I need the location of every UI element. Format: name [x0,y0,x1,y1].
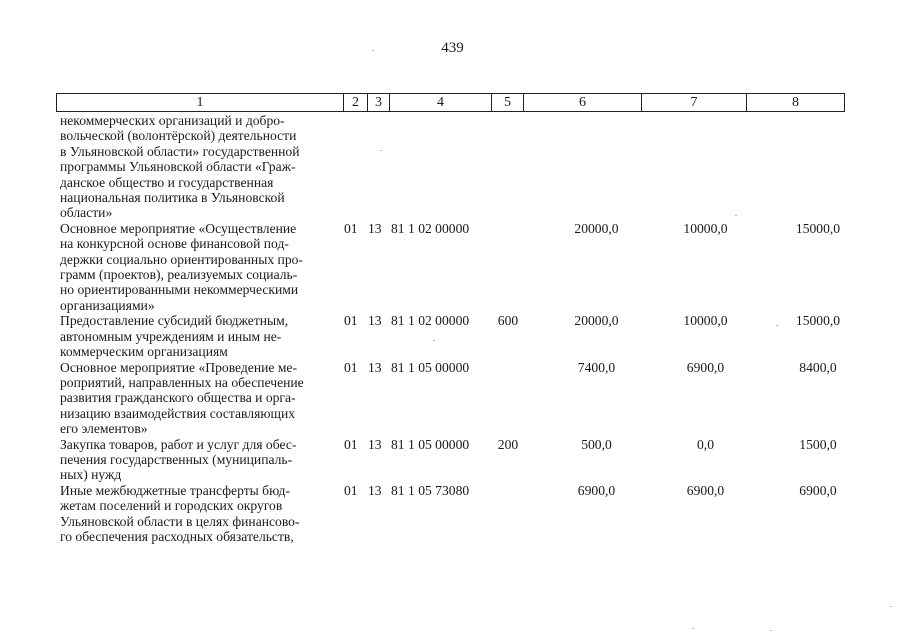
expense-type-code [490,483,526,545]
description-line: роприятий, направленных на обеспечение [60,374,304,390]
expense-type-code: 600 [497,313,519,329]
amount-year-1 [526,113,647,221]
section-code: 01 [344,436,358,452]
description-line: низацию взаимодействия составляющих [60,405,296,421]
subsection-code: 13 [368,436,382,452]
description-line: организациями» [60,297,155,313]
row-description [60,221,333,313]
target-article-code: 81 1 05 00000 [391,359,470,375]
budget-table-body [60,113,850,544]
table-row [60,313,850,359]
table-row [60,360,850,437]
table-row [60,483,850,545]
description-line: в Ульяновской области» государственной [60,143,300,159]
amount-year-2: 6900,0 [686,359,725,375]
column-header-1: 1 [196,95,204,110]
column-header-2: 2 [343,94,367,111]
description-line: печения государственных (муниципаль- [60,451,293,467]
expense-type-code [490,360,526,437]
amount-year-3: 8400,0 [799,359,837,375]
description-line: Предоставление субсидий бюджетным, [60,313,289,329]
expense-type-code: 200 [497,436,519,452]
description-line: грамм (проектов), реализуемых социаль- [60,267,298,283]
description-line: Основное мероприятие «Осуществление [60,220,297,236]
row-description [60,437,333,483]
target-article-code: 81 1 02 00000 [391,220,470,236]
description-line: ных) нужд [60,467,122,483]
row-description [60,360,333,437]
description-line: развития гражданского общества и орга- [60,390,296,406]
table-row [60,113,850,221]
subsection-code: 13 [368,482,382,498]
section-code [333,113,368,221]
description-line: автономным учреждениям и иным не- [60,328,282,344]
amount-year-1: 7400,0 [577,359,616,375]
section-code: 01 [344,220,358,236]
description-line: Иные межбюджетные трансферты бюд- [60,482,290,498]
description-line: области» [60,205,113,221]
column-header-5: 5 [491,94,523,111]
amount-year-1: 20000,0 [574,313,619,329]
target-article-code: 81 1 02 00000 [391,313,470,329]
description-line: данское общество и государственная [60,174,274,190]
description-line: некоммерческих организаций и добро- [60,113,285,128]
description-line: его элементов» [60,421,148,437]
section-code: 01 [344,313,358,329]
row-description [60,313,333,359]
amount-year-2: 6900,0 [686,482,725,498]
amount-year-2: 0,0 [697,436,714,452]
column-header-4: 4 [389,94,491,111]
amount-year-3: 15000,0 [795,313,841,329]
column-header-3: 3 [367,94,389,111]
subsection-code: 13 [368,220,382,236]
description-line: вольческой (волонтёрской) деятельности [60,128,297,144]
row-description [60,113,333,221]
description-line: Закупка товаров, работ и услуг для обес- [60,436,297,452]
description-line: программы Ульяновской области «Граж- [60,159,296,175]
subsection-code: 13 [368,359,382,375]
target-article-code: 81 1 05 73080 [391,482,470,498]
amount-year-3: 6900,0 [799,482,837,498]
description-line: но ориентированными некоммерческими [60,282,299,298]
subsection-code [368,113,391,221]
description-line: коммерческим организациям [60,344,228,360]
expense-type-code [490,221,526,313]
amount-year-2: 10000,0 [683,313,728,329]
description-line: на конкурсной основе финансовой под- [60,236,289,252]
section-code: 01 [344,482,358,498]
amount-year-1: 500,0 [581,436,612,452]
expense-type-code [490,113,526,221]
description-line: жетам поселений и городских округов [60,498,283,514]
table-row [60,221,850,313]
amount-year-3: 1500,0 [799,436,837,452]
amount-year-3: 15000,0 [795,220,841,236]
amount-year-1: 6900,0 [577,482,616,498]
target-article-code: 81 1 05 00000 [391,436,470,452]
description-line: национальная политика в Ульяновской [60,190,285,206]
page-number: 439 [441,40,464,56]
amount-year-2: 10000,0 [683,220,728,236]
description-line: держки социально ориентированных про- [60,251,303,267]
description-line: Основное мероприятие «Проведение ме- [60,359,297,375]
column-header-6: 6 [523,94,641,111]
target-article-code [391,113,490,221]
description-line: Ульяновской области в целях финансово- [60,513,300,529]
table-row [60,437,850,483]
amount-year-1: 20000,0 [574,220,619,236]
subsection-code: 13 [368,313,382,329]
section-code: 01 [344,359,358,375]
column-header-7: 7 [641,94,746,111]
amount-year-2 [647,113,754,221]
column-header-row [56,93,845,112]
row-description [60,483,333,545]
amount-year-3 [754,113,864,221]
column-header-8: 8 [746,94,844,111]
description-line: го обеспечения расходных обязательств, [60,528,294,544]
